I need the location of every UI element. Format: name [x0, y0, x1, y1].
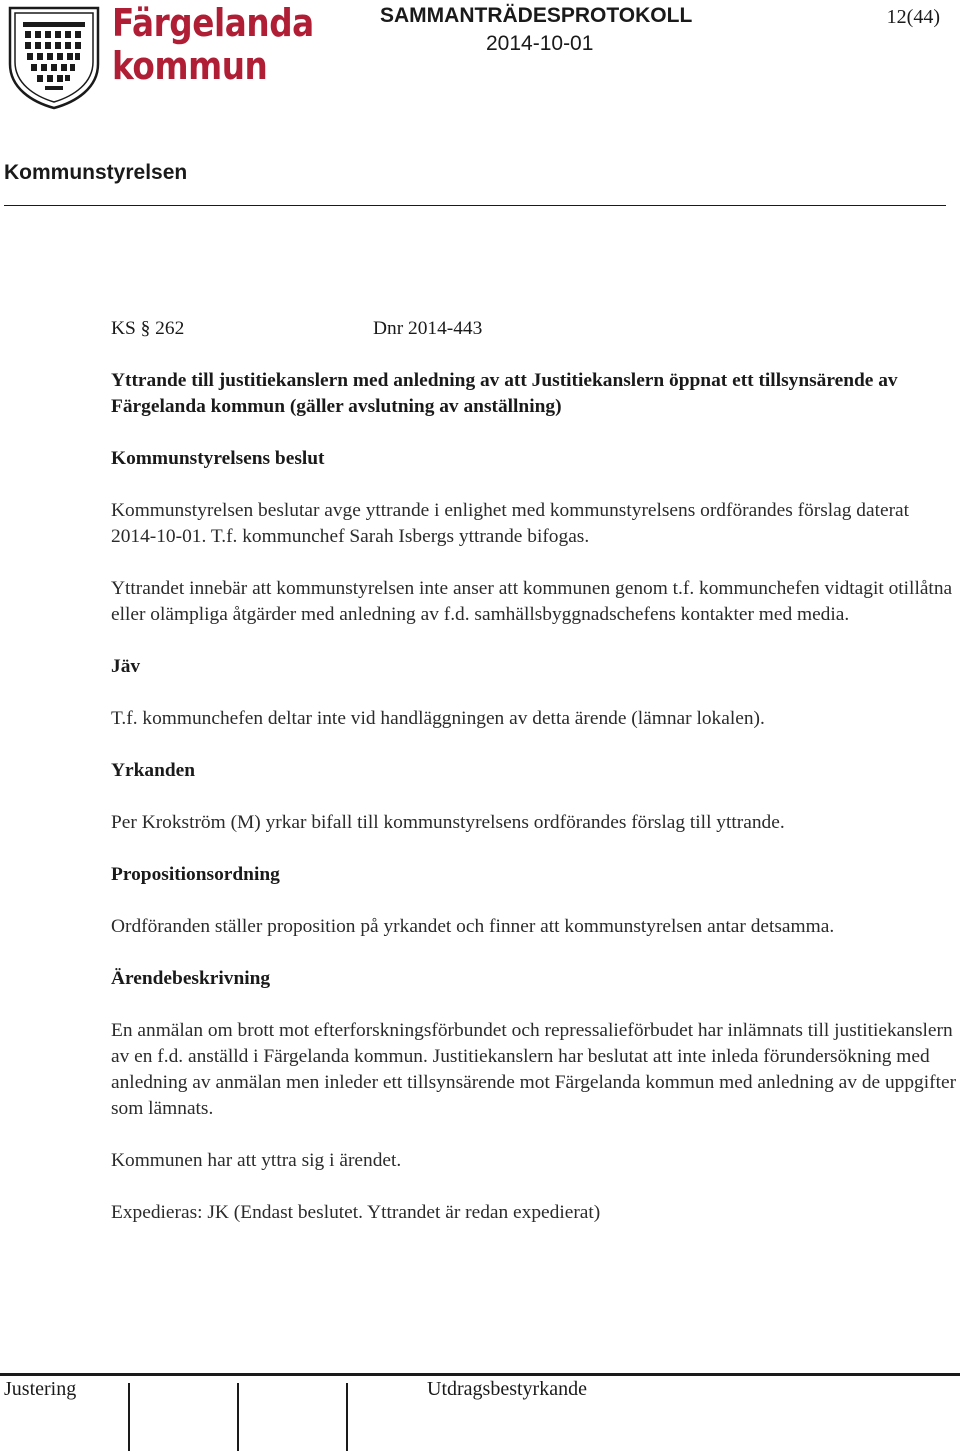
signature-box-divider	[346, 1383, 348, 1451]
protocol-body	[111, 316, 957, 1226]
header-divider	[4, 205, 946, 206]
jav-heading: Jäv	[111, 656, 141, 677]
expedieras-line: Expedieras: JK (Endast beslutet. Yttrandet är redan expedierat)	[111, 1202, 601, 1223]
utdragsbestyrkande-label: Utdragsbestyrkande	[427, 1378, 587, 1400]
proposition-text: Ordföranden ställer proposition på yrkandet och finner att kommunstyrelsen antar detsamma.	[111, 916, 835, 937]
case-number: KS § 262	[111, 318, 185, 339]
case-dnr: Dnr 2014-443	[373, 318, 483, 339]
decision-paragraph-1: Kommunstyrelsen beslutar avge yttrande i enlighet med kommunstyrelsens ordförandes förslag daterat 2014-10-01. T.f. kommunchef Sarah Isbergs yttrande bifogas.	[111, 500, 910, 547]
justering-label: Justering	[4, 1378, 77, 1400]
meeting-date: 2014-10-01	[486, 32, 594, 55]
page-number: 12(44)	[886, 6, 940, 28]
description-paragraph-2: Kommunen har att yttra sig i ärendet.	[111, 1150, 402, 1171]
footer-divider	[0, 1373, 960, 1376]
municipality-name-line2: kommun	[112, 44, 268, 88]
decision-paragraph-2: Yttrandet innebär att kommunstyrelsen inte anser att kommunen genom t.f. kommunchefen vidtagit otillåtna eller olämpliga åtgärder med anledning av f.d. samhällsbyggnadschefens kontakter med media.	[111, 578, 953, 625]
signature-box-divider	[237, 1383, 239, 1451]
description-paragraph-1: En anmälan om brott mot efterforskningsförbundet och repressalieförbudet har inlämnats till justitiekanslern av en f.d. anställd i Färgelanda kommun. Justitiekanslern har beslutat att inte inleda förundersökning med anledning av anmälan men inleder ett tillsynsärende mot Färgelanda kommun med anledning av de uppgifter som lämnats.	[111, 1020, 957, 1119]
proposition-heading: Propositionsordning	[111, 864, 280, 885]
yrkanden-heading: Yrkanden	[111, 760, 196, 781]
municipality-name	[112, 2, 314, 88]
case-title: Yttrande till justitiekanslern med anledning av att Justitiekanslern öppnat ett tillsynsärende av Färgelanda kommun (gäller avslutning av anställning)	[111, 370, 898, 417]
municipality-name-line1: Färgelanda	[112, 1, 314, 45]
jav-text: T.f. kommunchefen deltar inte vid handläggningen av detta ärende (lämnar lokalen).	[111, 708, 765, 729]
description-heading: Ärendebeskrivning	[111, 968, 271, 989]
yrkanden-text: Per Krokström (M) yrkar bifall till kommunstyrelsens ordförandes förslag till yttrande.	[111, 812, 785, 833]
department-name: Kommunstyrelsen	[4, 161, 188, 184]
signature-box-divider	[128, 1383, 130, 1451]
document-title: SAMMANTRÄDESPROTOKOLL	[380, 4, 693, 27]
case-reference	[111, 316, 957, 342]
municipal-crest-icon	[4, 2, 104, 110]
municipality-logo	[4, 1, 314, 110]
decision-heading: Kommunstyrelsens beslut	[111, 448, 325, 469]
